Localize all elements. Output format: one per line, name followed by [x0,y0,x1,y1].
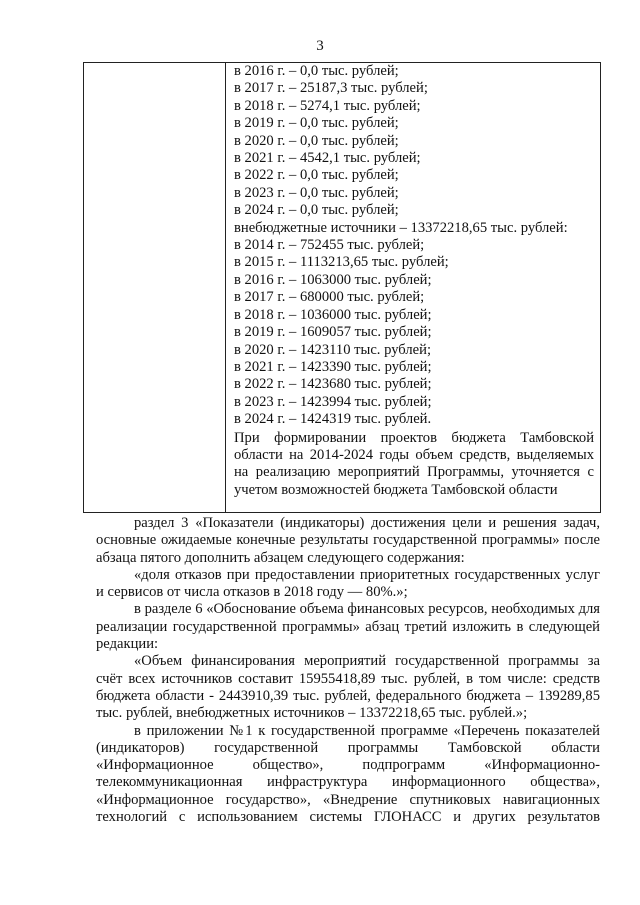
paragraph-section-3: раздел 3 «Показатели (индикаторы) достижения цели и решения задач, основные ожидаемые конечные результаты государственной программы» после абзаца пятого дополнить абзацем следующего содержания: [96,515,600,566]
funding-note: При формировании проектов бюджета Тамбовской области на 2014-2024 годы объем средств, выделяемых на реализацию мероприятий Программы, уточняется с учетом возможностей бюджета Тамбовской области [234,429,594,498]
funding-line: внебюджетные источники – 13372218,65 тыс. рублей: [234,219,568,236]
funding-line: в 2014 г. – 752455 тыс. рублей; [234,237,425,254]
funding-table [83,62,601,513]
funding-line: в 2017 г. – 680000 тыс. рублей; [234,289,425,306]
funding-line: в 2019 г. – 0,0 тыс. рублей; [234,115,399,132]
document-body [96,515,600,826]
funding-line: в 2018 г. – 1036000 тыс. рублей; [234,306,432,323]
funding-line: в 2022 г. – 1423680 тыс. рублей; [234,376,432,393]
funding-line: в 2019 г. – 1609057 тыс. рублей; [234,324,432,341]
funding-line: в 2021 г. – 4542,1 тыс. рублей; [234,150,421,167]
paragraph-appendix-1: в приложении №1 к государственной программе «Перечень показателей (индикаторов) государственной программы Тамбовской области «Информационное общество», подпрограмм «Информационно-телекоммуникационная инфраструктура информационного общества», «Информационное государство», «Внедрение спутниковых навигационных технологий с использованием системы ГЛОНАСС и других результатов [96,722,600,826]
funding-line: в 2023 г. – 0,0 тыс. рублей; [234,184,399,201]
page-number: 3 [316,38,324,54]
funding-line: в 2018 г. – 5274,1 тыс. рублей; [234,97,421,114]
funding-line: в 2022 г. – 0,0 тыс. рублей; [234,167,399,184]
funding-line: в 2016 г. – 0,0 тыс. рублей; [234,63,399,79]
funding-line: в 2023 г. – 1423994 тыс. рублей; [234,393,432,410]
paragraph-quote-refusals: «доля отказов при предоставлении приоритетных государственных услуг и сервисов от числа отказов в 2018 году — 80%.»; [96,566,600,601]
funding-line: в 2021 г. – 1423390 тыс. рублей; [234,358,432,375]
funding-line: в 2024 г. – 1424319 тыс. рублей. [234,411,432,428]
paragraph-quote-financing: «Объем финансирования мероприятий государственной программы за счёт всех источников составит 15955418,89 тыс. рублей, в том числе: средств бюджета области - 2443910,39 тыс. рублей, федерального бюджета – 139289,85 тыс. рублей, внебюджетных источников – 13372218,65 тыс. рублей.»; [96,653,600,722]
funding-line: в 2024 г. – 0,0 тыс. рублей; [234,202,399,219]
funding-line: в 2020 г. – 1423110 тыс. рублей; [234,341,431,358]
funding-line: в 2015 г. – 1113213,65 тыс. рублей; [234,254,449,271]
funding-cell [234,63,594,499]
funding-line: в 2017 г. – 25187,3 тыс. рублей; [234,80,428,97]
table-column-divider [225,63,226,512]
funding-line: в 2016 г. – 1063000 тыс. рублей; [234,271,432,288]
paragraph-section-6: в разделе 6 «Обоснование объема финансовых ресурсов, необходимых для реализации государственной программы» абзац третий изложить в следующей редакции: [96,601,600,653]
funding-line: в 2020 г. – 0,0 тыс. рублей; [234,132,399,149]
